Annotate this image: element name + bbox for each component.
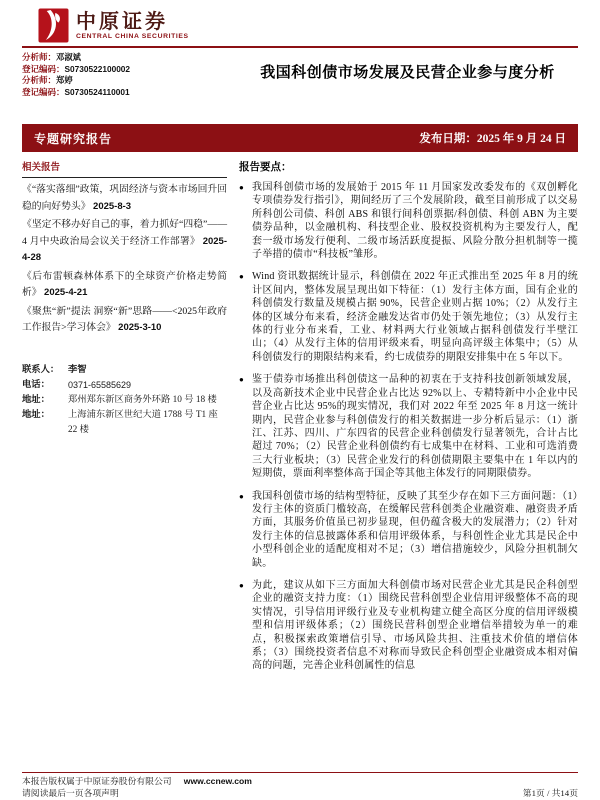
brand-text (76, 8, 189, 40)
company-logo-icon (38, 8, 69, 43)
address-value: 上海浦东新区世纪大道 1788 号 T1 座 22 楼 (68, 409, 218, 435)
company-website-link[interactable]: www.ccnew.com (183, 776, 252, 786)
footer-left (22, 776, 252, 799)
report-title: 我国科创债市场发展及民营企业参与度分析 (260, 65, 555, 81)
related-report-item (22, 217, 227, 267)
brand-header (22, 8, 578, 43)
address-label: 地址： (22, 409, 50, 420)
address-label: 地址： (22, 394, 50, 405)
related-report-item (22, 269, 227, 302)
report-type-banner (22, 124, 578, 152)
sidebar (22, 159, 227, 771)
analyst-block (22, 52, 237, 98)
related-report-date: 2025-8-3 (93, 200, 132, 212)
highlight-bullet: ● 为此，建议从如下三方面加大科创债市场对民营企业尤其是民企科创型企业的融资支持力度：（1）围绕民营科创型企业信用评级整体不高的现实情况，引导信用评级行业及专业机构建立健全高区分度的信用评级模型和信用评级体系；（2）围绕民营科创型企业增信举措较为单一的难点，积极探索政策增信引导、市场风险共担、注重技术价值的增信体系；（3）围绕投资者信息不对称而导致民企科创型企业融资成本相对偏高的问题，完善企业科创属性的信息 (239, 579, 578, 673)
copyright-line (22, 776, 252, 788)
page-footer (22, 772, 578, 799)
publish-date: 发布日期：2025 年 9 月 24 日 (419, 133, 566, 145)
analyst-label: 分析师： (22, 52, 57, 62)
highlight-bullet: ● Wind 资讯数据统计显示，科创债在 2022 年正式推出至 2025 年 8 月的统计区间内，整体发展呈现出如下特征：（1）发行主体方面，国有企业的科创债发行数量及规模占据 90%，民营企业则占据 10%；（2）从发行主体的区域分布来看，经济金融发达省市仍处于领先地位；（3）从发行主体的行业分布来看，工业、材料两大行业领域占据科创债发行半壁江山；（4）从发行主体的信用评级来看，明显向高评级主体集中；（5）从科创债发行的期限结构来看，约七成债券的期限安排集中在 5 年以下。 (239, 270, 578, 364)
copyright-text: 本报告版权属于中原证券股份有限公司 (22, 776, 172, 786)
report-highlights (239, 159, 578, 771)
highlight-bullet: ● 鉴于债券市场推出科创债这一品种的初衷在于支持科技创新领域发展，以及高新技术企业中民营企业占比达 92%以上、专精特新中小企业中民营企业占比达 95%的现实情况，我们对 2022 年至 2025 年 8 月这一统计期内，民营企业参与科创债发行的相关数据进一步分析后显示：（1）浙江、江苏、四川、广东四省的民营企业科创债发行显著领先，合计占比超过 70%；（2）民营企业科创债约有七成集中在材料、工业和可选消费三大行业板块；（3）民营企业发行的科创债期限主要集中在 1 年以内的短期债，票面利率整体高于国企等其他主体发行的同期限债券。 (239, 373, 578, 480)
related-reports-header: 相关报告 (22, 159, 227, 178)
analyst-line (22, 87, 237, 99)
related-report-item (22, 182, 227, 215)
contact-row (22, 408, 227, 438)
registration-code: S0730524110001 (64, 86, 130, 97)
related-report-title: 《“落实落细”政策，巩固经济与资本市场回升回稳的向好势头》 (22, 184, 227, 212)
related-report-item (22, 304, 227, 337)
highlights-header: 报告要点： (239, 162, 292, 173)
brand-name-cn: 中原证券 (76, 11, 168, 33)
highlight-bullet: ● 我国科创债市场的发展始于 2015 年 11 月国家发改委发布的《双创孵化专项债券发行指引》，期间经历了三个发展阶段，截至目前形成了以交易所科创公司债、科创 ABS 和银行间科创票据/科创债、科创 ABN 为主要债券品种，以金融机构、科技型企业、股权投资机构为主要发行人，配套一级市场发行便利、二级市场活跃度提振、风险分散分担机制等一揽子举措的债市“科技板”雏形。 (239, 181, 578, 261)
analyst-line (22, 75, 237, 87)
related-report-date: 2025-3-10 (118, 322, 162, 333)
highlight-bullet: ● 我国科创债市场的结构型特征，反映了其至少存在如下三方面问题：（1）发行主体的资质门槛较高，在缓解民营科创类企业融资难、融资贵矛盾方面，其服务价值虽已初步显现，但仍蕴含极大的发展潜力；（2）针对发行主体的信息披露体系和信用评级体系，与科创性企业尤其是民企中小型科创企业的适配度相对不足；（3）增信措施较少，风险分担机制欠缺。 (239, 490, 578, 570)
analyst-name: 郑婷 (56, 75, 73, 85)
address-value: 郑州郑东新区商务外环路 10 号 18 楼 (68, 394, 217, 405)
registration-label: 登记编码： (22, 63, 65, 74)
brand-name-en: CENTRAL CHINA SECURITIES (76, 33, 189, 40)
related-report-title: 《聚焦“新”提法 洞察“新”思路——<2025年政府工作报告>学习体会》 (22, 305, 227, 333)
contact-block (22, 363, 227, 438)
content-columns (22, 159, 578, 771)
registration-code: S0730522100002 (64, 63, 131, 74)
contact-label: 联系人： (22, 364, 60, 375)
contact-row (22, 393, 227, 408)
related-report-date: 2025-4-28 (22, 235, 227, 263)
disclaimer-text: 请阅读最后一页各项声明 (22, 787, 119, 798)
header-divider (22, 46, 578, 48)
highlights-list (239, 181, 578, 673)
contact-row (22, 363, 227, 378)
related-report-title: 《后布雷顿森林体系下的全球资产价格走势简析》 (22, 270, 227, 298)
page-number: 第1页 / 共14页 (522, 788, 578, 798)
related-report-title: 《坚定不移办好自己的事，着力抓好“四稳”——4 月中央政治局会议关于经济工作部署》 (22, 219, 227, 247)
analyst-line (22, 64, 237, 76)
info-row (22, 52, 578, 98)
contact-person: 李智 (68, 364, 87, 375)
phone-label: 电话： (22, 379, 50, 390)
analyst-name: 邓淑斌 (56, 52, 81, 62)
analyst-line (22, 52, 237, 64)
contact-row (22, 378, 227, 393)
report-type-label: 专题研究报告 (34, 131, 113, 146)
phone-number: 0371-65585629 (68, 379, 132, 390)
analyst-label: 分析师： (22, 75, 57, 85)
related-report-date: 2025-4-21 (44, 287, 88, 298)
registration-label: 登记编码： (22, 86, 65, 97)
